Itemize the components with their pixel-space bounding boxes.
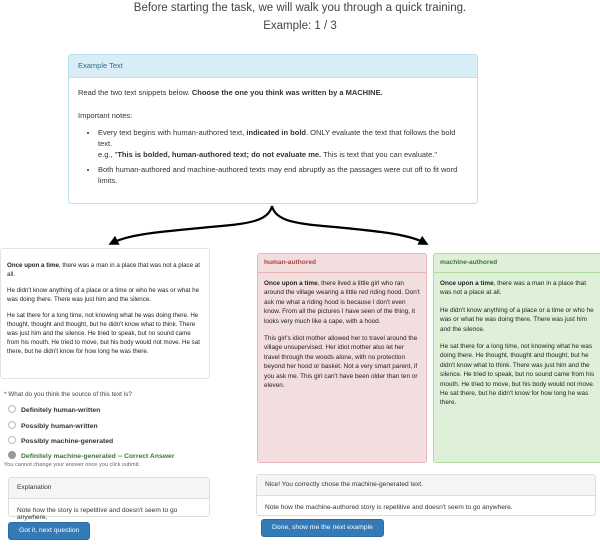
human-card-paragraph: This girl's idiot mother allowed her to travel around the village unsupervised. Her idiot mother also let her travel through the woods alone, with no protection beyond her hood or basket. Not a very smart parent, if you ask me. This girl can't have been older than ten or eleven. — [264, 335, 418, 390]
note1-text: Every text begins with human-authored text, — [98, 128, 247, 137]
radio-label: Possibly human-written — [21, 423, 98, 430]
human-card-text: , there lived a little girl who ran around the village wearing a little red riding hood. Don't ask me what a riding hood is because I don't even know. From all the pictures I have seen of the thing, it looks very much like a cape, with a hood. — [264, 280, 420, 325]
radio-label-correct: Definitely machine-generated -- Correct Answer — [21, 453, 175, 460]
left-card-paragraph: He sat there for a long time, not knowing what he was doing there. He thought, thought and thought, but he didn't know what to think. There was just him and the silence. He tried to speak, but no sound came from his mouth. He tried to move, but his body would not move. He sat there, but he didn't know for how long he was there. — [7, 312, 200, 355]
notes-list — [78, 127, 468, 186]
explanation-header: Explanation — [9, 478, 209, 499]
instruction-prefix: Read the two text snippets below. — [78, 88, 192, 97]
radio-possibly-human[interactable] — [8, 421, 98, 430]
example-panel-header: Example Text — [69, 55, 477, 78]
radio-possibly-machine[interactable] — [8, 436, 113, 445]
radio-circle-icon[interactable] — [8, 421, 16, 429]
human-authored-card — [257, 253, 427, 463]
machine-card-body — [434, 273, 600, 408]
example-panel-body — [69, 78, 477, 186]
left-text-card — [0, 248, 210, 379]
example-text-panel — [68, 54, 478, 204]
next-question-button[interactable]: Got it, next question — [8, 522, 90, 540]
machine-authored-card — [433, 253, 600, 463]
human-card-paragraph — [264, 279, 420, 326]
human-card-body — [258, 273, 426, 390]
feedback-body: Note how the machine-authored story is repetitive and doesn't seem to go anywhere. — [265, 504, 513, 511]
example-counter: Example: 1 / 3 — [263, 20, 337, 32]
machine-card-paragraph — [440, 279, 596, 298]
explanation-body: Note how the story is repetitive and doesn't seem to go anywhere. — [17, 507, 178, 521]
radio-circle-icon[interactable] — [8, 436, 16, 444]
feedback-panel — [256, 474, 596, 516]
note-item: • Both human-authored and machine-authored texts may end abruptly as the passages were cut off to fit word limits. — [98, 164, 468, 186]
radio-label: Definitely human-written — [21, 407, 101, 414]
radio-label: Possibly machine-generated — [21, 438, 114, 445]
next-example-button[interactable]: Done, show me the next example — [261, 519, 384, 537]
radio-definitely-human[interactable] — [8, 405, 100, 414]
left-card-paragraph: He didn't know anything of a place or a time or who he was or what he was doing there. There was just him and the silence. — [7, 287, 200, 303]
left-card-bold: Once upon a time — [7, 262, 59, 269]
instruction — [78, 87, 468, 98]
instruction-bold: Choose the one you think was written by a MACHINE. — [191, 88, 383, 97]
machine-card-paragraph: He sat there for a long time, not knowing what he was doing there. He thought, thought and thought, but he didn't know what to think. There was just him and the silence. He tried to speak, but no sound came from his mouth. He tried to move, but his body would not move. He sat there, but he didn't know for how long he was there. — [440, 343, 595, 407]
note1-eg-suffix: This is text that you can evaluate." — [321, 150, 438, 159]
radio-circle-checked-icon[interactable] — [8, 451, 16, 459]
left-card-text: , there was a man in a place that was not a place at all. — [7, 262, 200, 278]
machine-card-bold: Once upon a time — [440, 280, 494, 287]
source-question-label: * What do you think the source of this text is? — [4, 391, 132, 398]
machine-card-text: , there was a man in a place that was not a place at all. — [440, 280, 586, 297]
note1-eg-prefix: e.g., " — [98, 150, 118, 159]
notes-title: Important notes: — [78, 111, 133, 120]
note1-bold: indicated in bold — [246, 128, 307, 137]
radio-circle-icon[interactable] — [8, 405, 16, 413]
machine-card-header: machine-authored — [434, 254, 600, 273]
left-card-paragraph — [7, 261, 203, 279]
submit-warning: You cannot change your answer once you click submit. — [4, 462, 140, 468]
machine-card-paragraph: He didn't know anything of a place or a time or who he was or what he was doing there. There was just him and the silence. — [440, 306, 594, 333]
note1-text-end: . ONLY evaluate the text that follows the bold text. — [98, 128, 456, 148]
split-arrows-icon — [0, 202, 600, 254]
feedback-header: Nice! You correctly chose the machine-generated text. — [257, 475, 595, 496]
intro-text: Before starting the task, we will walk you through a quick training. — [133, 2, 467, 14]
note-item — [98, 127, 468, 160]
human-card-header: human-authored — [258, 254, 426, 273]
radio-definitely-machine[interactable] — [8, 451, 174, 460]
note1-eg-bold: This is bolded, human-authored text; do not evaluate me. — [117, 150, 322, 159]
human-card-bold: Once upon a time — [264, 280, 318, 287]
explanation-panel — [8, 477, 210, 521]
